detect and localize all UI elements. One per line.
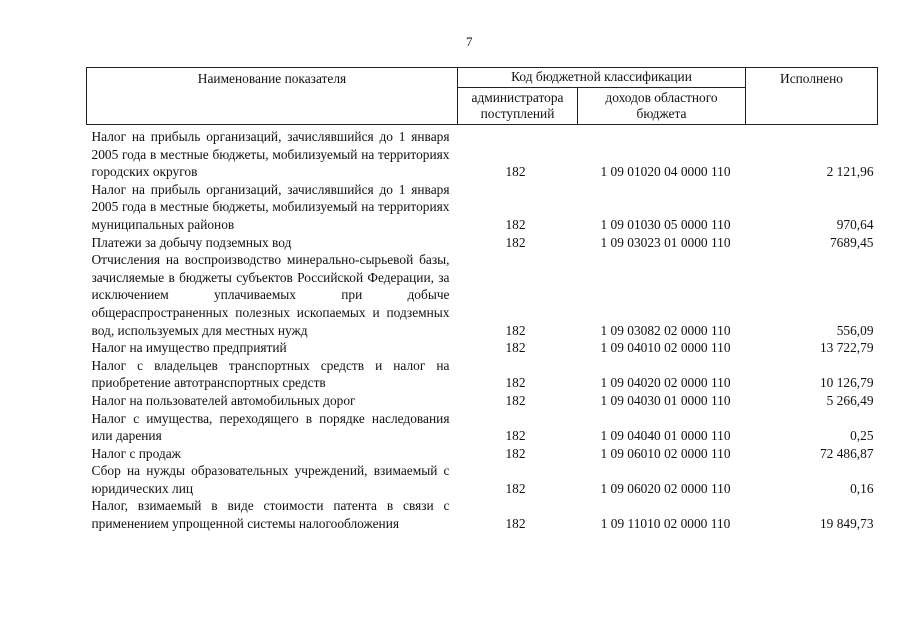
indicator-name-cell: Налог с продаж [91, 445, 181, 461]
income-code-cell: 1 09 04040 01 0000 110 [600, 428, 731, 444]
executed-value-cell: 0,25 [850, 428, 874, 444]
income-code-cell: 1 09 06010 02 0000 110 [600, 445, 731, 461]
executed-value-cell: 5 266,49 [826, 392, 874, 408]
indicator-name-cell: Сбор на нужды образовательных учреждений, взимаемый с юридических лиц [91, 463, 450, 496]
table-row [87, 251, 878, 339]
administrator-code-cell: 182 [505, 480, 526, 496]
executed-value-cell: 19 849,73 [819, 516, 874, 532]
table-row [87, 339, 878, 357]
income-code-cell: 1 09 01020 04 0000 110 [600, 164, 731, 180]
table-row [87, 410, 878, 445]
budget-table [86, 67, 877, 533]
income-code-cell: 1 09 06020 02 0000 110 [600, 480, 731, 496]
table-row [87, 234, 878, 252]
indicator-name-cell: Налог на прибыль организаций, зачислявшийся до 1 января 2005 года в местные бюджеты, мобилизуемый на территориях городских округов [91, 129, 450, 180]
administrator-code-cell: 182 [505, 322, 526, 338]
column-header-name: Наименование показателя [87, 68, 458, 125]
executed-value-cell: 970,64 [836, 216, 874, 232]
column-header-administrator: администратора поступлений [458, 88, 578, 125]
income-code-cell: 1 09 04010 02 0000 110 [600, 340, 731, 356]
executed-value-cell: 556,09 [836, 322, 874, 338]
executed-value-cell: 2 121,96 [826, 164, 874, 180]
administrator-code-cell: 182 [505, 392, 526, 408]
table-row [87, 462, 878, 497]
administrator-code-cell: 182 [505, 340, 526, 356]
income-code-cell: 1 09 04020 02 0000 110 [600, 375, 731, 391]
indicator-name-cell: Отчисления на воспроизводство минерально-сырьевой базы, зачисляемые в бюджеты субъектов Российской Федерации, за исключением уплачиваемых при добыче общераспространенных полезных ископаемых и подземных вод, используемых для местных нужд [91, 252, 450, 338]
indicator-name-cell: Налог с владельцев транспортных средств и налог на приобретение автотранспортных средств [91, 357, 450, 391]
column-header-executed: Исполнено [746, 68, 878, 125]
indicator-name-cell: Налог на имущество предприятий [91, 340, 287, 356]
table-row [87, 497, 878, 532]
column-header-income: доходов областного бюджета [578, 88, 746, 125]
table-row [87, 392, 878, 410]
indicator-name-cell: Платежи за добычу подземных вод [91, 234, 292, 250]
table-row [87, 445, 878, 463]
administrator-code-cell: 182 [505, 516, 526, 532]
indicator-name-cell: Налог, взимаемый в виде стоимости патента в связи с применением упрощенной системы налогообложения [91, 498, 450, 532]
table-row [87, 181, 878, 234]
administrator-code-cell: 182 [505, 445, 526, 461]
table-body [87, 125, 878, 533]
administrator-code-cell: 182 [505, 164, 526, 180]
table-row [87, 125, 878, 181]
indicator-name-cell: Налог на пользователей автомобильных дорог [91, 392, 356, 408]
budget-table-grid [86, 67, 878, 533]
executed-value-cell: 13 722,79 [819, 340, 874, 356]
page-number: 7 [466, 34, 473, 49]
administrator-code-cell: 182 [505, 375, 526, 391]
indicator-name-cell: Налог с имущества, переходящего в порядке наследования или дарения [91, 410, 450, 444]
income-code-cell: 1 09 01030 05 0000 110 [600, 216, 731, 232]
income-code-cell: 1 09 03082 02 0000 110 [600, 322, 731, 338]
column-header-code-group: Код бюджетной классификации [458, 68, 746, 88]
indicator-name-cell: Налог на прибыль организаций, зачислявшийся до 1 января 2005 года в местные бюджеты, мобилизуемый на территориях муниципальных районов [91, 181, 450, 232]
administrator-code-cell: 182 [505, 234, 526, 250]
income-code-cell: 1 09 03023 01 0000 110 [600, 234, 731, 250]
administrator-code-cell: 182 [505, 428, 526, 444]
executed-value-cell: 72 486,87 [819, 445, 874, 461]
table-header [87, 68, 878, 125]
executed-value-cell: 0,16 [850, 480, 874, 496]
executed-value-cell: 7689,45 [829, 234, 874, 250]
executed-value-cell: 10 126,79 [819, 375, 874, 391]
income-code-cell: 1 09 11010 02 0000 110 [600, 516, 731, 532]
administrator-code-cell: 182 [505, 216, 526, 232]
table-row [87, 357, 878, 392]
income-code-cell: 1 09 04030 01 0000 110 [600, 392, 731, 408]
